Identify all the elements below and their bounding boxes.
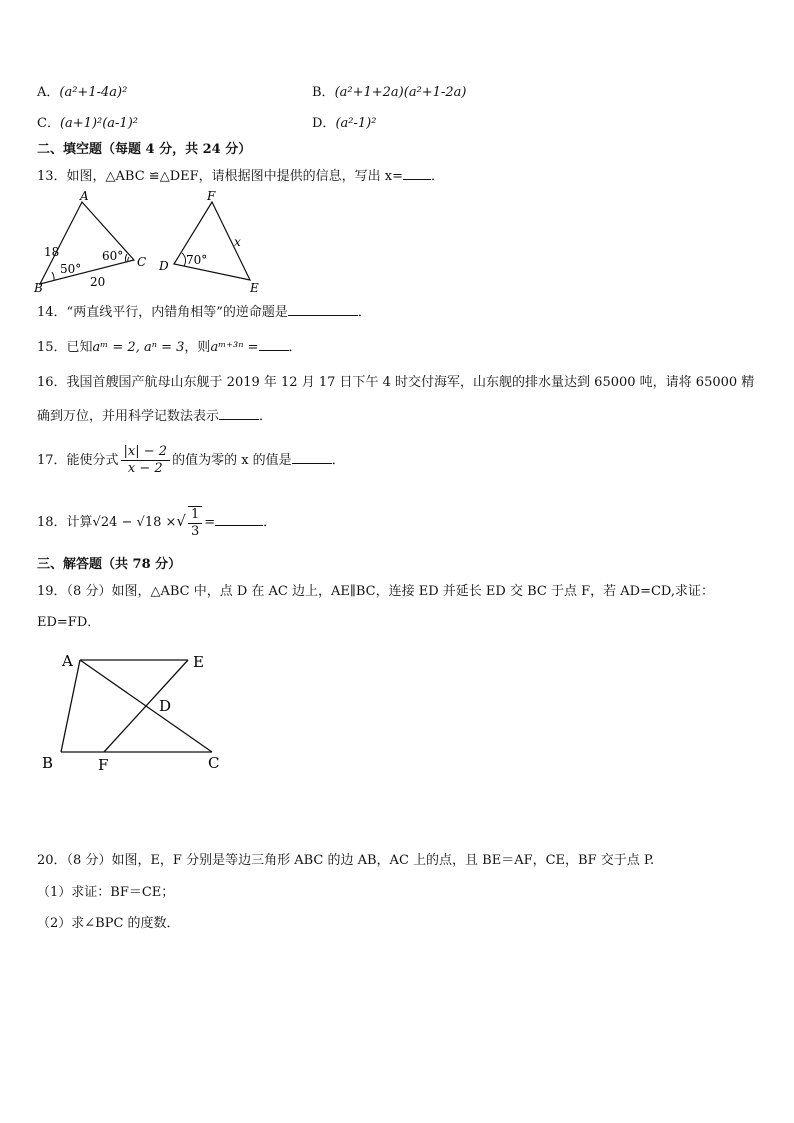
q14-answer-blank[interactable] — [288, 302, 358, 316]
segment-ab — [61, 660, 80, 752]
fig2-side-x: x — [234, 235, 241, 249]
option-b-text: (a²+1+2a)(a²+1-2a) — [334, 85, 467, 100]
q14-end: ． — [357, 305, 371, 320]
option-c — [37, 115, 138, 133]
option-d-label: D． — [312, 116, 336, 131]
q16-end: ． — [259, 409, 273, 424]
q16-stem: 确到万位，并用科学记数法表示 — [37, 409, 220, 424]
q18-fraction — [188, 506, 202, 540]
fig-label-c: C — [208, 754, 220, 772]
q19-figure — [38, 648, 238, 778]
section-3-title: 三、解答题（共 78 分） — [37, 557, 182, 572]
q20-part2: （2）求∠BPC 的度数． — [37, 916, 180, 931]
fig2-label-e: E — [250, 281, 259, 295]
option-b-label: B． — [312, 85, 335, 100]
option-d-text: (a²-1)² — [335, 116, 377, 131]
fig2-label-f: F — [207, 189, 216, 203]
fig1-side-bc: 20 — [90, 275, 106, 289]
fig1-label-b: B — [34, 281, 43, 295]
fig1-label-a: A — [80, 189, 89, 203]
q15-prefix: 15．已知 — [37, 340, 93, 355]
q17-answer-blank[interactable] — [292, 450, 332, 464]
sqrt-icon: √ — [176, 512, 186, 530]
q18-prefix: 18．计算 — [37, 515, 93, 530]
option-c-text: (a+1)²(a-1)² — [59, 116, 138, 131]
q18-text — [37, 500, 276, 544]
fig1-angle-b: 50° — [60, 262, 82, 276]
fig1-angle-c: 60° — [102, 249, 124, 263]
q18-expr: √24 − √18 × — [92, 515, 177, 530]
q17-text — [37, 440, 345, 482]
q17-suffix: 的值为零的 x 的值是 — [172, 453, 292, 468]
q19-line2: ED=FD． — [37, 615, 101, 630]
q20-line1: 20．（8 分）如图，E，F 分别是等边三角形 ABC 的边 AB，AC 上的点，且 BE＝AF，CE，BF 交于点 P. — [37, 853, 655, 868]
fig1-side-ab: 18 — [44, 245, 60, 259]
fig2-angle-d: 70° — [186, 253, 208, 267]
q17-denominator: x − 2 — [127, 461, 163, 476]
q16-line1: 16．我国首艘国产航母山东舰于 2019 年 12 月 17 日下午 4 时交付海军，山东舰的排水量达到 65000 吨，请将 65000 精 — [37, 375, 755, 390]
fig-label-e: E — [193, 653, 204, 671]
q18-frac-num: 1 — [188, 507, 202, 524]
triangle-abc — [40, 202, 134, 284]
q17-prefix: 17．能使分式 — [37, 453, 119, 468]
q17-fraction — [121, 444, 171, 477]
angle-c-arc — [125, 254, 127, 262]
q13-text — [37, 166, 444, 186]
q13-figure — [30, 188, 280, 296]
fig2-label-d: D — [159, 259, 169, 273]
q15-expr2: aᵐ⁺³ⁿ = — [210, 340, 259, 355]
q14-text — [37, 302, 371, 322]
option-a-text: (a²+1-4a)² — [59, 85, 128, 100]
q18-frac-den: 3 — [190, 523, 200, 539]
q15-mid: ，则 — [184, 340, 211, 355]
fig-label-d: D — [159, 697, 172, 715]
q15-expr1: aᵐ = 2, aⁿ = 3 — [92, 340, 185, 355]
q13-end: ． — [430, 169, 444, 184]
q16-answer-blank[interactable] — [219, 406, 259, 420]
fig1-label-c: C — [137, 255, 147, 269]
angle-b-arc — [52, 272, 54, 281]
option-b — [312, 84, 466, 102]
fig-label-f: F — [98, 756, 109, 774]
section-2-title: 二、填空题（每题 4 分，共 24 分） — [37, 142, 252, 157]
q17-end: ． — [331, 453, 345, 468]
q16-line2 — [37, 406, 272, 426]
q17-numerator: |x| − 2 — [121, 444, 171, 461]
q18-end: ． — [263, 515, 277, 530]
fig-label-b: B — [42, 754, 54, 772]
fig-label-a: A — [62, 652, 73, 670]
q15-answer-blank[interactable] — [259, 337, 289, 351]
q15-end: ． — [288, 340, 302, 355]
q15-text — [37, 337, 302, 357]
q13-stem: 13．如图，△ABC ≌△DEF，请根据图中提供的信息，写出 x= — [37, 169, 403, 184]
q14-stem: 14．“两直线平行，内错角相等”的逆命题是 — [37, 305, 288, 320]
option-d — [312, 115, 376, 133]
option-a-label: A． — [37, 85, 60, 100]
q20-part1: （1）求证：BF＝CE； — [37, 885, 175, 900]
q18-answer-blank[interactable] — [215, 512, 263, 526]
option-a — [37, 84, 127, 102]
q19-line1: 19．（8 分）如图，△ABC 中，点 D 在 AC 边上，AE∥BC，连接 ED 并延长 ED 交 BC 于点 F，若 AD=CD,求证： — [37, 584, 715, 599]
q18-eq: = — [204, 515, 216, 530]
segment-ef — [104, 660, 188, 752]
option-c-label: C． — [37, 116, 60, 131]
q13-answer-blank[interactable] — [403, 166, 431, 180]
